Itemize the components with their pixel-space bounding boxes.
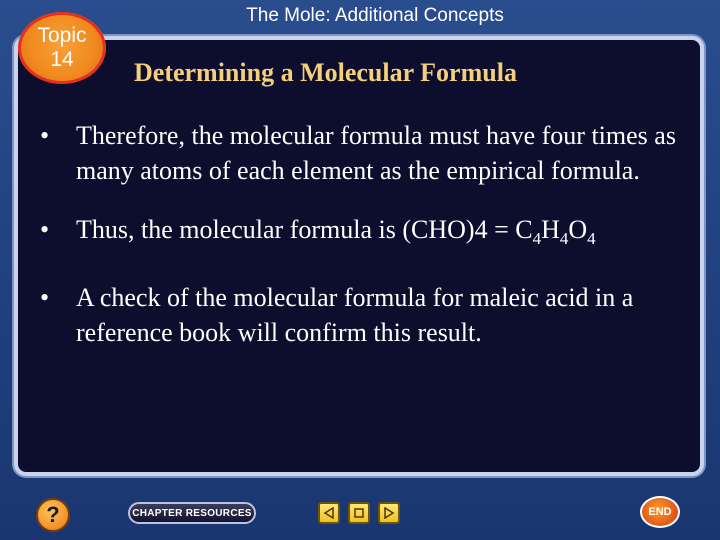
arrow-right-icon xyxy=(383,507,395,519)
chapter-resources-button[interactable]: CHAPTER RESOURCES xyxy=(128,502,256,524)
formula-subscript: 4 xyxy=(559,229,569,248)
home-icon xyxy=(353,507,365,519)
question-mark-icon: ? xyxy=(46,502,60,527)
formula-subscript: 4 xyxy=(587,229,596,248)
bullet-text: A check of the molecular formula for maleic acid in a reference book will confirm this result. xyxy=(76,283,634,347)
previous-button[interactable] xyxy=(318,502,340,524)
bullet-text: Thus, the molecular formula is (CHO)4 = xyxy=(76,215,516,244)
bullet-item xyxy=(40,280,680,350)
bottom-toolbar xyxy=(0,492,720,532)
bullet-text: Therefore, the molecular formula must have four times as many atoms of each element as the empirical formula. xyxy=(76,121,676,185)
help-button[interactable] xyxy=(36,498,70,532)
topic-number: 14 xyxy=(50,48,74,71)
arrow-left-icon xyxy=(323,507,335,519)
bullet-item xyxy=(40,118,680,188)
formula-element-c: C xyxy=(515,215,533,244)
topic-badge xyxy=(18,12,106,84)
slide-heading: Determining a Molecular Formula xyxy=(134,58,517,87)
chapter-title: The Mole: Additional Concepts xyxy=(246,5,504,26)
end-button[interactable]: END xyxy=(640,496,680,528)
formula-element-o: O xyxy=(568,215,588,244)
formula-subscript: 4 xyxy=(532,229,542,248)
next-button[interactable] xyxy=(378,502,400,524)
bullet-item xyxy=(40,212,680,256)
bullet-list xyxy=(40,118,680,374)
topic-label: Topic xyxy=(37,24,87,47)
formula-element-h: H xyxy=(541,215,560,244)
home-button[interactable] xyxy=(348,502,370,524)
